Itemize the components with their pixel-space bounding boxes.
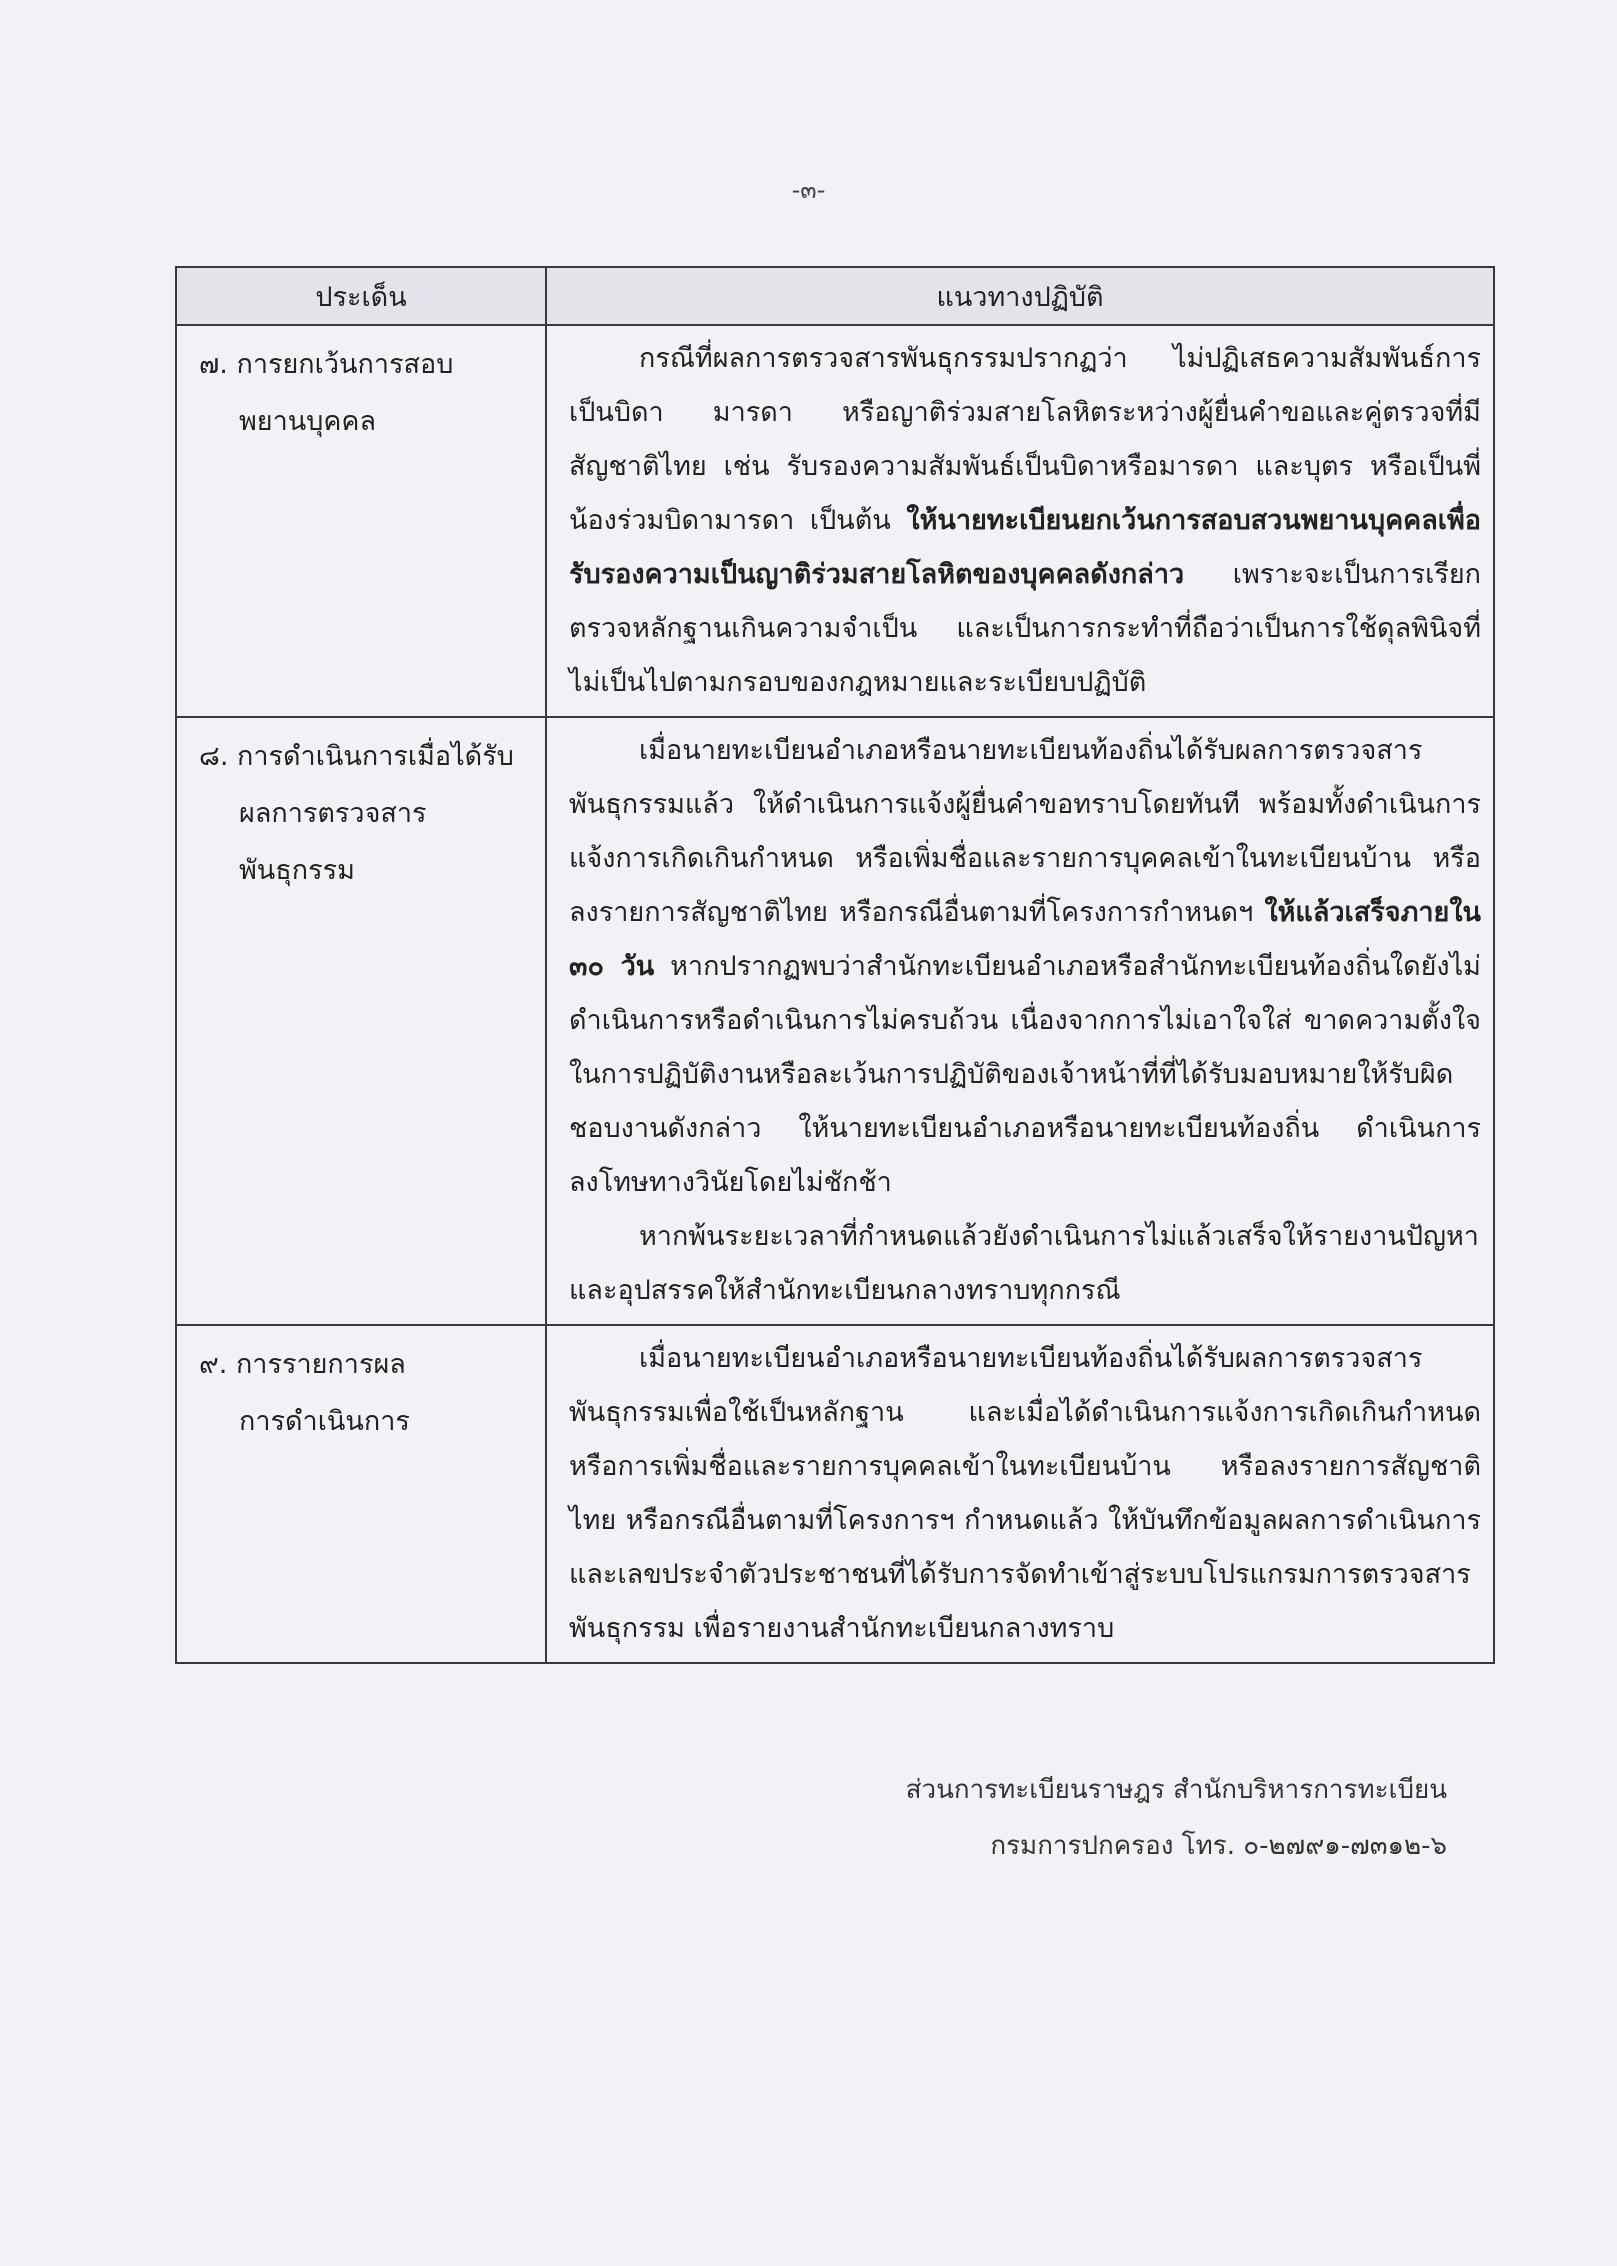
guideline-table [175, 266, 1495, 1664]
guideline-paragraph [569, 1210, 1481, 1318]
body-text: หากพ้นระยะเวลาที่กำหนดแล้วยังดำเนินการไม่แล้วเสร็จให้รายงานปัญหาและอุปสรรคให้สำนักทะเบียนกลางทราบทุกกรณี [569, 1221, 1479, 1306]
footer-department: ส่วนการทะเบียนราษฎร สำนักบริหารการทะเบียน [905, 1775, 1447, 1805]
guideline-paragraph [569, 1332, 1481, 1656]
row-topic [176, 717, 546, 1325]
row-guideline [546, 325, 1494, 717]
body-text: หากปรากฏพบว่าสำนักทะเบียนอำเภอหรือสำนักทะเบียนท้องถิ่นใดยังไม่ดำเนินการหรือดำเนินการไม่ครบถ้วน เนื่องจากการไม่เอาใจใส่ ขาดความตั้งใจในการปฏิบัติงานหรือละเว้นการปฏิบัติของเจ้าหน้าที่ที่ได้รับมอบหมายให้รับผิดชอบงานดังกล่าว ให้นายทะเบียนอำเภอหรือนายทะเบียนท้องถิ่น ดำเนินการลงโทษทางวินัยโดยไม่ชักช้า [569, 951, 1481, 1198]
topic-line: ๙. การรายการผล [199, 1349, 406, 1380]
row-topic [176, 1325, 546, 1663]
topic-line: ๘. การดำเนินการเมื่อได้รับ [199, 741, 514, 772]
topic-line: ผลการตรวจสารพันธุกรรม [239, 798, 427, 886]
emphasized-text: ให้แล้วเสร็จภายใน ๓๐ วัน [569, 897, 1481, 982]
table-row [176, 717, 1494, 1325]
row-guideline [546, 1325, 1494, 1663]
row-guideline [546, 717, 1494, 1325]
topic-line: พยานบุคคล [239, 406, 377, 437]
page-number: -๓- [791, 176, 826, 204]
body-text: เพราะจะเป็นการเรียกตรวจหลักฐานเกินความจำเป็น และเป็นการกระทำที่ถือว่าเป็นการใช้ดุลพินิจที่ไม่เป็นไปตามกรอบของกฎหมายและระเบียบปฏิบัติ [569, 559, 1481, 698]
body-text: เมื่อนายทะเบียนอำเภอหรือนายทะเบียนท้องถิ่นได้รับผลการตรวจสารพันธุกรรมเพื่อใช้เป็นหลักฐาน และเมื่อได้ดำเนินการแจ้งการเกิดเกินกำหนด หรือการเพิ่มชื่อและรายการบุคคลเข้าในทะเบียนบ้าน หรือลงรายการสัญชาติไทย หรือกรณีอื่นตามที่โครงการฯ กำหนดแล้ว ให้บันทึกข้อมูลผลการดำเนินการ และเลขประจำตัวประชาชนที่ได้รับการจัดทำเข้าสู่ระบบโปรแกรมการตรวจสารพันธุกรรม เพื่อรายงานสำนักทะเบียนกลางทราบ [569, 1343, 1481, 1644]
emphasized-text: ให้นายทะเบียนยกเว้นการสอบสวนพยานบุคคลเพื่อรับรองความเป็นญาติร่วมสายโลหิตของบุคคลดังกล่าว [569, 505, 1481, 590]
header-guideline: แนวทางปฏิบัติ [546, 267, 1494, 325]
table-header-row [176, 267, 1494, 325]
table-row [176, 325, 1494, 717]
topic-line: การดำเนินการ [239, 1406, 410, 1437]
guideline-paragraph [569, 332, 1481, 710]
table-row [176, 1325, 1494, 1663]
topic-line: ๗. การยกเว้นการสอบ [199, 349, 454, 380]
body-text: กรณีที่ผลการตรวจสารพันธุกรรมปรากฏว่า ไม่ปฏิเสธความสัมพันธ์การเป็นบิดา มารดา หรือญาติร่วมสายโลหิตระหว่างผู้ยื่นคำขอและคู่ตรวจที่มีสัญชาติไทย เช่น รับรองความสัมพันธ์เป็นบิดาหรือมารดา และบุตร หรือเป็นพี่น้องร่วมบิดามารดา เป็นต้น [569, 343, 1481, 536]
body-text: เมื่อนายทะเบียนอำเภอหรือนายทะเบียนท้องถิ่นได้รับผลการตรวจสารพันธุกรรมแล้ว ให้ดำเนินการแจ้งผู้ยื่นคำขอทราบโดยทันที พร้อมทั้งดำเนินการแจ้งการเกิดเกินกำหนด หรือเพิ่มชื่อและรายการบุคคลเข้าในทะเบียนบ้าน หรือลงรายการสัญชาติไทย หรือกรณีอื่นตามที่โครงการกำหนดฯ [569, 735, 1481, 928]
guideline-paragraph [569, 724, 1481, 1210]
footer-contact: กรมการปกครอง โทร. ๐-๒๗๙๑-๗๓๑๒-๖ [990, 1831, 1447, 1861]
footer-signature [906, 1762, 1447, 1874]
header-topic: ประเด็น [176, 267, 546, 325]
row-topic [176, 325, 546, 717]
